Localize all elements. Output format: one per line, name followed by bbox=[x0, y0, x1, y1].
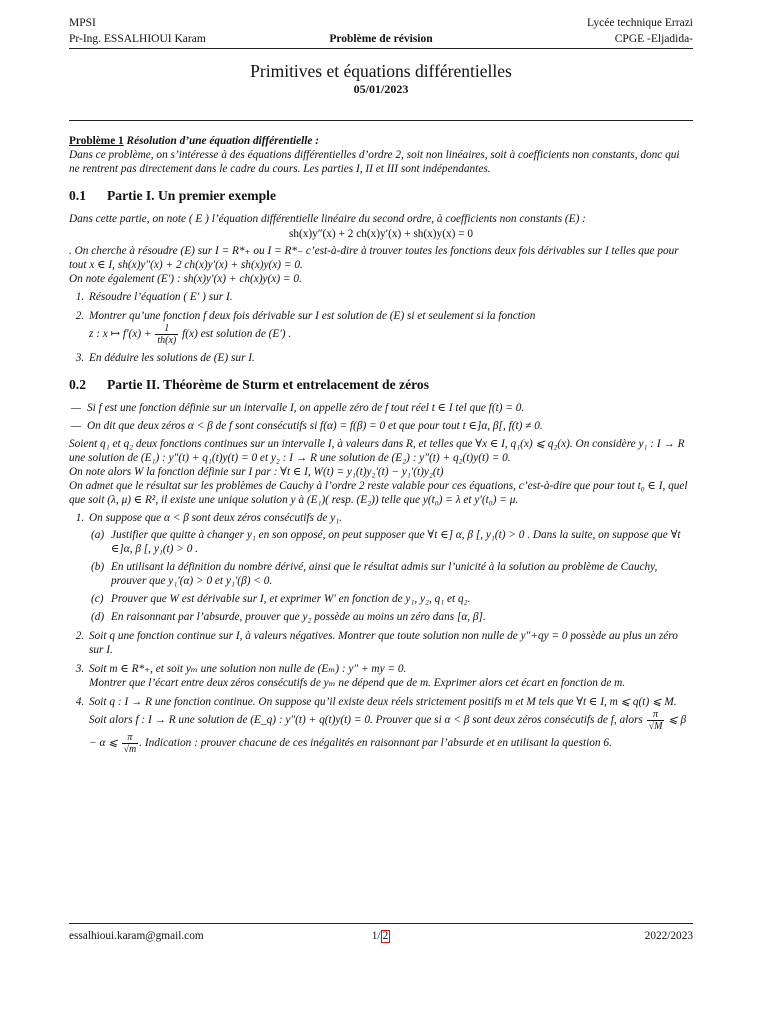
subquestion-text: Prouver que W est dérivable sur I, et exprimer W′ en fonction de y₁, y₂, q₁ et q₂. bbox=[111, 593, 471, 605]
subquestion-text: Justifier que quitte à changer y₁ en son opposé, on peut supposer que ∀t ∈] α, β [, y₁(t) > 0 . Dans la suite, on suppose que ∀t ∈]α, β [, y₁(t) > 0 . bbox=[111, 529, 681, 555]
question-2 bbox=[87, 309, 693, 346]
problem-title: Résolution d’une équation différentielle : bbox=[126, 135, 320, 147]
part1-equation: sh(x)y″(x) + 2 ch(x)y′(x) + sh(x)y(x) = 0 bbox=[288, 228, 474, 240]
fraction-numerator: π bbox=[122, 732, 139, 744]
subquestion-c bbox=[91, 592, 693, 606]
header-location: CPGE -Eljadida- bbox=[614, 33, 693, 45]
section-number: 0.2 bbox=[69, 377, 86, 392]
footer-email: essalhioui.karam@gmail.com bbox=[69, 930, 204, 942]
fraction-numerator: 1 bbox=[155, 323, 178, 335]
part2-paragraph-2: On note alors W la fonction définie sur I par : ∀t ∈ I, W(t) = y₁(t)y₂′(t) − y₁′(t)y₂(t) bbox=[69, 466, 444, 478]
fraction-pi-over-sqrt-M bbox=[647, 709, 665, 732]
question-2 bbox=[87, 629, 693, 657]
subquestion-d bbox=[91, 610, 693, 624]
title-rule bbox=[69, 120, 693, 121]
part2-paragraph-3: On admet que le résultat sur les problèmes de Cauchy à l’ordre 2 reste valable pour ces équations, c’est-à-dire que pour tout t₀ ∈ I, quel que soit (λ, μ) ∈ R², il existe une unique solution y à (E₁)( resp. (E₂)) telle que y(t₀) = λ et y′(t₀) = μ. bbox=[69, 480, 688, 506]
question-1 bbox=[87, 511, 693, 624]
header-rule bbox=[69, 48, 693, 49]
question-text-continued: Montrer que l’écart entre deux zéros consécutifs de yₘ ne dépend que de m. Exprimer alors cet écart en fonction de m. bbox=[89, 677, 626, 689]
question-4 bbox=[87, 695, 693, 755]
problem-intro: Dans ce problème, on s’intéresse à des équations différentielles d’ordre 2, soit non linéaires, soit à coefficients non constants, donc qui ne rentrent pas directement dans le cadre du cours. Les parties I, II et III sont indépendantes. bbox=[69, 149, 680, 175]
problem-label: Problème 1 bbox=[69, 135, 124, 147]
question-text: On suppose que α < β sont deux zéros consécutifs de y₁. bbox=[89, 512, 342, 524]
document-title: Primitives et équations différentielles bbox=[250, 61, 512, 81]
section-title: Partie II. Théorème de Sturm et entrelacement de zéros bbox=[107, 377, 429, 392]
part2-questions bbox=[69, 511, 693, 755]
footer-year: 2022/2023 bbox=[644, 930, 693, 942]
subquestion-marker: (d) bbox=[91, 611, 105, 623]
question-text: Soit q une fonction continue sur I, à valeurs négatives. Montrer que toute solution non nulle de y″+qy = 0 possède au plus un zéro sur I. bbox=[89, 630, 678, 656]
header-class: MPSI bbox=[69, 17, 96, 29]
subquestions bbox=[89, 528, 693, 624]
part1-paragraph-1: Dans cette partie, on note ( E ) l’équation différentielle linéaire du second ordre, à coefficients non constants (E) : bbox=[69, 213, 586, 225]
inequality-middle: ⩽ β − α ⩽ bbox=[89, 714, 687, 750]
subquestion-marker: (c) bbox=[91, 593, 104, 605]
fraction-denominator: √m bbox=[123, 744, 137, 755]
page-total-link[interactable]: 2 bbox=[382, 930, 389, 942]
header-school: Lycée technique Errazi bbox=[587, 17, 693, 29]
part2-paragraph-1: Soient q₁ et q₂ deux fonctions continues sur un intervalle I, à valeurs dans R, et telles que ∀x ∈ I, q₁(x) ⩽ q₂(x). On considère y₁ : I → R une solution de (E₁) : y″(t) + q₁(t)y(t) = 0 et y₂ : I → R une solution de (E₂) : y″(t) + q₂(t)y(t) = 0. bbox=[69, 438, 685, 464]
section-heading-part2 bbox=[69, 377, 693, 393]
part1-paragraph-3: On note également (E′) : sh(x)y′(x) + ch(x)y(x) = 0. bbox=[69, 273, 302, 285]
subquestion-marker: (a) bbox=[91, 529, 105, 541]
fraction-numerator: π bbox=[647, 709, 665, 721]
section-heading-part1 bbox=[69, 188, 693, 204]
footer-page-number: 1/ 2 bbox=[371, 930, 389, 942]
question-formula-end: f(x) est solution de (E′) . bbox=[182, 328, 292, 341]
fraction-denominator: √M bbox=[648, 721, 663, 732]
question-3 bbox=[87, 351, 693, 365]
subquestion-b bbox=[91, 560, 693, 588]
definition-consecutive-zeros: — On dit que deux zéros α < β de f sont consécutifs si f(α) = f(β) = 0 et que pour tout t ∈]α, β[, f(t) ≠ 0. bbox=[87, 419, 693, 433]
section-number: 0.1 bbox=[69, 188, 86, 203]
problem-heading bbox=[69, 134, 693, 148]
question-text-continued: . Indication : prouver chacune de ces inégalités en raisonnant par l’absurde et en utilisant la question 6. bbox=[139, 737, 612, 750]
fraction-pi-over-sqrt-m bbox=[122, 732, 139, 755]
footer-rule bbox=[69, 923, 693, 924]
question-formula-start: z : x ↦ f′(x) + bbox=[89, 328, 152, 341]
header-author: Pr-Ing. ESSALHIOUI Karam bbox=[69, 33, 206, 45]
question-text: Soit m ∈ R*₊, et soit yₘ une solution non nulle de (Eₘ) : y″ + my = 0. bbox=[89, 663, 407, 675]
header-doc-type: Problème de révision bbox=[329, 33, 433, 45]
fraction-denominator: th(x) bbox=[157, 335, 177, 346]
question-text: Résoudre l’équation ( E′ ) sur I. bbox=[89, 291, 233, 303]
subquestion-text: En raisonnant par l’absurde, prouver que y₂ possède au moins un zéro dans [α, β]. bbox=[111, 611, 486, 623]
part1-questions bbox=[69, 290, 693, 365]
subquestion-a bbox=[91, 528, 693, 556]
definitions-list bbox=[69, 401, 693, 433]
document-body bbox=[69, 134, 693, 760]
subquestion-marker: (b) bbox=[91, 561, 105, 573]
question-text: Soit q : I → R une fonction continue. On suppose qu’il existe deux réels strictement positifs m et M tels que ∀t ∈ I, m ⩽ q(t) ⩽ M. Soit alors f : I → R une solution de (E_q) : y″(t) + q(t)y(t) = 0. Prouver que si α < β sont deux zéros consécutifs de f, alors bbox=[89, 696, 677, 727]
question-1 bbox=[87, 290, 693, 304]
definition-zero: — Si f est une fonction définie sur un intervalle I, on appelle zéro de f tout réel t ∈ I tel que f(t) = 0. bbox=[87, 401, 693, 415]
part1-paragraph-2: . On cherche à résoudre (E) sur I = R*₊ ou I = R*₋ c’est-à-dire à trouver toutes les fonctions deux fois dérivables sur I telles que pour tout x ∈ I, sh(x)y″(x) + 2 ch(x)y′(x) + sh(x)y(x) = 0. bbox=[69, 245, 679, 271]
question-text: En déduire les solutions de (E) sur I. bbox=[89, 352, 255, 364]
section-title: Partie I. Un premier exemple bbox=[107, 188, 276, 203]
question-3 bbox=[87, 662, 693, 690]
page-current: 1 bbox=[371, 930, 378, 942]
question-text: Montrer qu’une fonction f deux fois dérivable sur I est solution de (E) si et seulement si la fonction bbox=[89, 310, 536, 322]
fraction bbox=[155, 323, 178, 346]
subquestion-text: En utilisant la définition du nombre dérivé, ainsi que le résultat admis sur l’unicité à la solution au problème de Cauchy, prouver que y₁′(α) > 0 et y₁′(β) < 0. bbox=[111, 561, 658, 587]
document-date: 05/01/2023 bbox=[353, 82, 409, 96]
